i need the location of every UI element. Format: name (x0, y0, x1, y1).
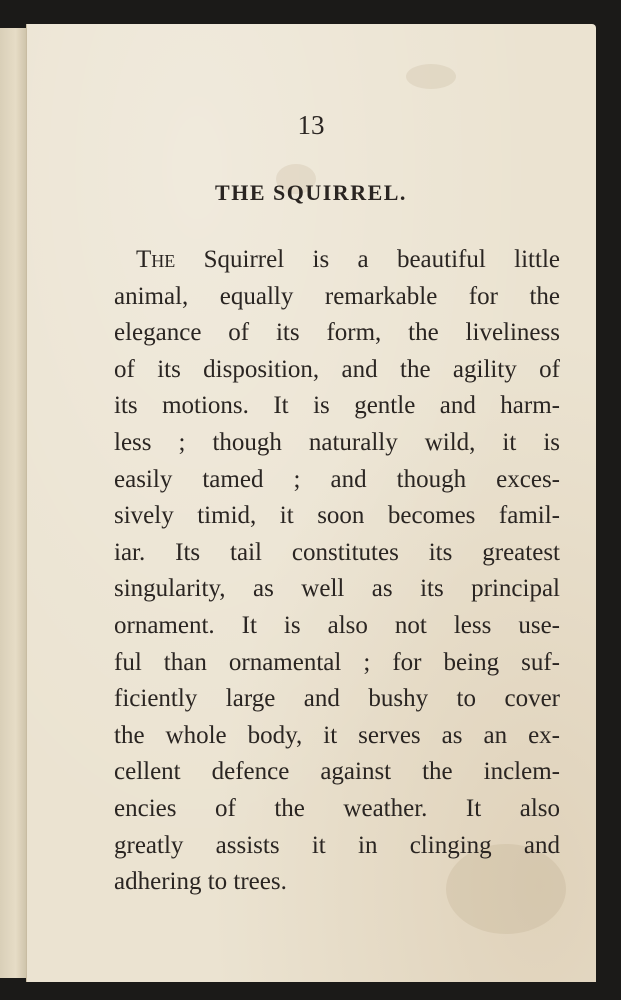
text-line (114, 242, 560, 279)
text-line: cellent defence against the inclem- (114, 758, 560, 786)
page-title: THE SQUIRREL. (215, 180, 407, 205)
text-line: ficiently large and bushy to cover (114, 685, 560, 713)
text-line: iar. Its tail constitutes its greatest (114, 538, 560, 566)
text-line: its motions. It is gentle and harm- (114, 392, 560, 420)
previous-page-edge (0, 28, 27, 978)
text-line: less ; though naturally wild, it is (114, 428, 560, 456)
text-line: sively timid, it soon becomes famil- (114, 502, 560, 530)
text-line: adhering to trees. (114, 868, 287, 896)
text-line: ornament. It is also not less use- (114, 611, 560, 639)
text-line: easily tamed ; and though exces- (114, 465, 560, 493)
page-number: 13 (297, 110, 325, 140)
drop-word: The (136, 246, 176, 273)
text-line: greatly assists it in clinging and (114, 831, 560, 859)
text-line: elegance of its form, the liveliness (114, 319, 560, 347)
text-line: ful than ornamental ; for being suf- (114, 648, 560, 676)
text-line: singularity, as well as its principal (114, 575, 560, 603)
text-line: the whole body, it serves as an ex- (114, 721, 560, 749)
page-sheet (26, 24, 596, 982)
text-line-rest: Squirrel is a beautiful little (175, 246, 560, 273)
paper-stain (406, 64, 456, 89)
body-text (114, 242, 560, 901)
text-line: animal, equally remarkable for the (114, 282, 560, 310)
text-line: encies of the weather. It also (114, 794, 560, 822)
text-line: of its disposition, and the agility of (114, 355, 560, 383)
